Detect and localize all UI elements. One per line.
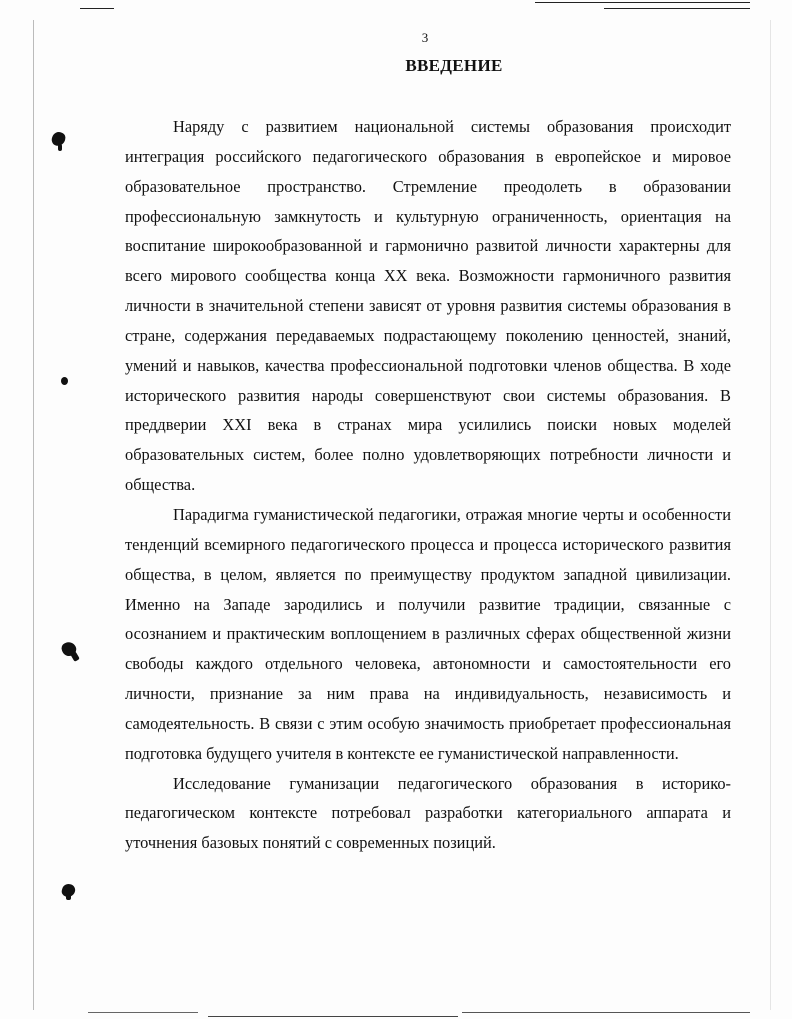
binder-hole-mark	[58, 144, 62, 151]
paragraph: Парадигма гуманистической педагогики, отражая многие черты и особенности тенденций всемирного педагогического процесса и процесса исторического развития общества, в целом, является по преимуществу продуктом западной цивилизации. Именно на Западе зародились и получили развитие традиции, связанные с осознанием и практическим воплощением в различных сферах общественной жизни свободы каждого отдельного человека, автономности и самостоятельности его личности, признание за ним права на индивидуальность, независимость и самодеятельность. В связи с этим особую значимость приобретает профессиональная подготовка будущего учителя в контексте ее гуманистической направленности.	[125, 504, 731, 763]
page-title: ВВЕДЕНИЕ	[405, 56, 503, 75]
scan-edge-line	[462, 1012, 750, 1013]
binder-hole-mark	[66, 894, 71, 900]
scan-edge-line	[88, 1012, 198, 1013]
paragraph: Исследование гуманизации педагогического образования в историко-педагогическом контексте потребовал разработки категориального аппарата и уточнения базовых понятий с современных позиций.	[125, 773, 731, 853]
scan-edge-line	[535, 2, 750, 3]
scan-edge-line	[604, 8, 750, 9]
scan-edge-line	[33, 20, 34, 1010]
binder-hole-mark	[70, 651, 80, 662]
page-number: 3	[421, 30, 429, 45]
scan-edge-line	[80, 8, 114, 9]
binder-hole-mark	[61, 377, 68, 385]
body-text	[125, 112, 731, 858]
scan-edge-line	[208, 1016, 458, 1017]
paragraph: Наряду с развитием национальной системы образования происходит интеграция российского педагогического образования в европейское и мировое образовательное пространство. Стремление преодолеть в образовании профессиональную замкнутость и культурную ограниченность, ориентация на воспитание широкообразованной и гармонично развитой личности характерны для всего мирового сообщества конца XX века. Возможности гармоничного развития личности в значительной степени зависят от уровня развития системы образования в стране, содержания передаваемых подрастающему поколению ценностей, знаний, умений и навыков, качества профессиональной подготовки членов общества. В ходе исторического развития народы совершенствуют свои системы образования. В преддверии XXI века в странах мира усилились поиски новых моделей образовательных систем, более полно удовлетворяющих потребности личности и общества.	[125, 117, 731, 495]
scan-edge-line	[770, 20, 771, 1010]
